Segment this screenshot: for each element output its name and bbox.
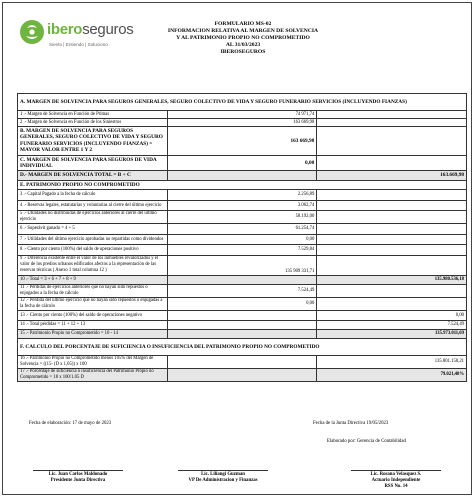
row-label: 10 .- Total = 3 + 6 + 7 + 8 + 9 [18,275,168,284]
row-label: 8 .- Ciento por ciento (100%) del saldo de operaciones positivo [18,245,168,256]
section-e-title: E. PATRIMONIO PROPIO NO COMPROMETIDO [18,180,467,189]
row-value: 0,00 [167,297,317,310]
logo-tagline: Siento | Entiendo | Soluciono [49,42,108,47]
row-total [317,284,467,297]
company-name: IBEROSEGUROS [220,49,266,55]
row-value: 163 669,98 [167,119,317,127]
row-total [317,200,467,211]
signature-actuary [341,470,451,490]
row-value [167,330,317,339]
prepared-by: Elaborado por: Gerencia de Contabilidad [327,439,406,444]
section-f-title: F. CALCULO DEL PORCENTAJE DE SUFICIENCIA O INSUFICIENCIA DEL PATRIMONIO PROPIO NO COMPROMETIDO [18,339,467,356]
signature-president [23,470,133,484]
row-value [167,321,317,330]
form-code: FORMULARIO MS-02 [214,21,272,27]
row-value [167,369,317,382]
row-value: 135 909 331,71 [167,255,317,275]
table-row [18,119,467,127]
table-row [18,297,467,310]
signature-line [178,470,268,471]
board-date: Fecha de la Junta Directiva 19/05/2023 [313,421,389,426]
table-row [18,339,467,356]
row-value: 74 971,74 [167,111,317,119]
table-row [18,171,467,180]
row-total: 135.980.536,18 [317,275,467,284]
row-total: 79.021,48% [317,369,467,382]
table-row [18,356,467,369]
table-row [18,321,467,330]
row-value [167,310,317,321]
row-total: 135.801.158,21 [317,356,467,369]
row-total [317,255,467,275]
row-label: 5 .- Utilidades no distribuidas de ejercicios anteriores al cierre del último ejercicio [18,211,168,224]
row-label: 16 .- Patrimonio Propio no Comprometido menos 105% del Margen de Solvencia = ((15- (D x 1,05)) x 100 [18,356,168,369]
row-label: 6 .- Superávit ganado = 4 + 5 [18,224,168,235]
form-subtitle: Y AL PATRIMONIO PROPIO NO COMPROMETIDO [176,35,310,41]
table-row [18,245,467,256]
signer-role: Actuario Independiente [371,478,421,483]
signer-name: Lic. Rosana Velasquez S. [370,472,422,477]
row-total: 135.973.011,69 [317,330,467,339]
row-value [167,275,317,284]
table-row [18,275,467,284]
row-label: 3 .- Capital Pagado a la fecha de cálculo [18,190,168,201]
row-value: 7.529,84 [167,245,317,256]
section-d-label: D.- MARGEN DE SOLVENCIA TOTAL = B + C [18,171,168,180]
row-label: 7 .- Utilidades del último ejercicio aprobadas no repartidas como dividendos [18,234,168,245]
row-total [317,155,467,171]
row-label: 17 .- Porcentaje de suficiencia o insuficiencia del Patrimonio Propio no Comprometido = 18 x 100/1.05 D [18,369,168,382]
section-a-title: A. MARGEN DE SOLVENCIA PARA SEGUROS GENERALES, SEGURO COLECTIVO DE VIDA Y SEGURO FUNERARIO SERVICIOS (INCLUYENDO FIANZAS) [18,94,467,111]
row-total [317,127,467,156]
row-value: 3.062,74 [167,200,317,211]
signer-role: Presidente Junta Directiva [50,478,106,483]
table-row [18,369,467,382]
row-total [317,245,467,256]
report-date: AL 31/03/2023 [225,42,261,48]
row-total [317,211,467,224]
signer-role: VP De Administracion y Finanzas [188,478,258,483]
row-value: 2.256,89 [167,190,317,201]
row-value: 0,00 [167,234,317,245]
row-label: 2 .- Margen de Solvencia en Función de los Siniestros [18,119,168,127]
row-total: 7.524,49 [317,321,467,330]
table-row [18,255,467,275]
row-value [167,356,317,369]
logo-wordmark: iberoseguros [47,21,134,38]
table-row [18,224,467,235]
form-title: INFORMACION RELATIVA AL MARGEN DE SOLVENCIA [167,28,319,34]
row-value: 58.192,00 [167,211,317,224]
row-total [317,190,467,201]
document-header [143,21,343,56]
row-label: 4 .- Reservas legales, estatutarias y voluntarias al cierre del último ejercicio [18,200,168,211]
row-total [317,119,467,127]
signer-registration: RSS No. 14 [384,484,408,489]
table-row [18,94,467,111]
row-total: 0,00 [317,310,467,321]
elaboration-date: Fecha de elaboración: 17 de mayo de 2023 [29,421,112,426]
row-total: 163.669,98 [317,171,467,180]
table-row [18,310,467,321]
section-c-label: C. MARGEN DE SOLVENCIA PARA SEGUROS DE VIDA INDIVIDUAL [18,155,168,171]
row-label: 15 .- Patrimonio Propio no Comprometido = 10 - 14 [18,330,168,339]
table-row [18,111,467,119]
signature-vp-finance [163,470,283,484]
row-value [167,171,317,180]
row-total [317,234,467,245]
logo-circle-icon [19,19,45,45]
row-value: 163 669,98 [167,127,317,156]
signature-line [351,470,441,471]
row-total [317,111,467,119]
document-page [2,2,472,495]
row-label: 11 .- Pérdidas de ejercicios anteriores que no hayan sido repuestos o enjugados a la fecha de cálculo [18,284,168,297]
solvency-table [17,93,467,382]
row-label: 1 .- Margen de Solvencia en Función de Primas [18,111,168,119]
table-row [18,234,467,245]
signer-name: Lic. Liliangi Guzman [201,472,245,477]
row-label: 13 .- Ciento por ciento (100%) del saldo de operaciones negativo [18,310,168,321]
signer-name: Lic. Juan Carlos Maldonado [48,472,108,477]
table-row [18,330,467,339]
table-row [18,190,467,201]
table-row [18,155,467,171]
table-row [18,211,467,224]
row-label: 14 .- Total pérdidas = 11 + 12 + 13 [18,321,168,330]
section-b-label: B. MARGEN DE SOLVENCIA PARA SEGUROS GENERALES, SEGURO COLECTIVO DE VIDA Y SEGURO FUNERARIO SERVICIOS (INCLUYENDO FIANZAS) = MAYOR VALOR ENTRE 1 Y 2 [18,127,168,156]
row-total [317,297,467,310]
row-value: 0,00 [167,155,317,171]
table-row [18,200,467,211]
table-row [18,284,467,297]
table-row [18,180,467,189]
signature-line [33,470,123,471]
row-value: 7.524,49 [167,284,317,297]
table-row [18,127,467,156]
row-value: 61.254,74 [167,224,317,235]
row-label: 9 .- Diferencia existente entre el valor de los inmuebles revalorizados y el valor de los predios urbanos edificados afectos a la representación de las reservas técnicas ( Anexo 1 total columna 12 ) [18,255,168,275]
row-total [317,224,467,235]
iberoseguros-logo [19,17,134,57]
row-label: 12 .- Pérdida del último ejercicio que no hayan sido repuestos o enjugadas a la fecha de cálculo [18,297,168,310]
